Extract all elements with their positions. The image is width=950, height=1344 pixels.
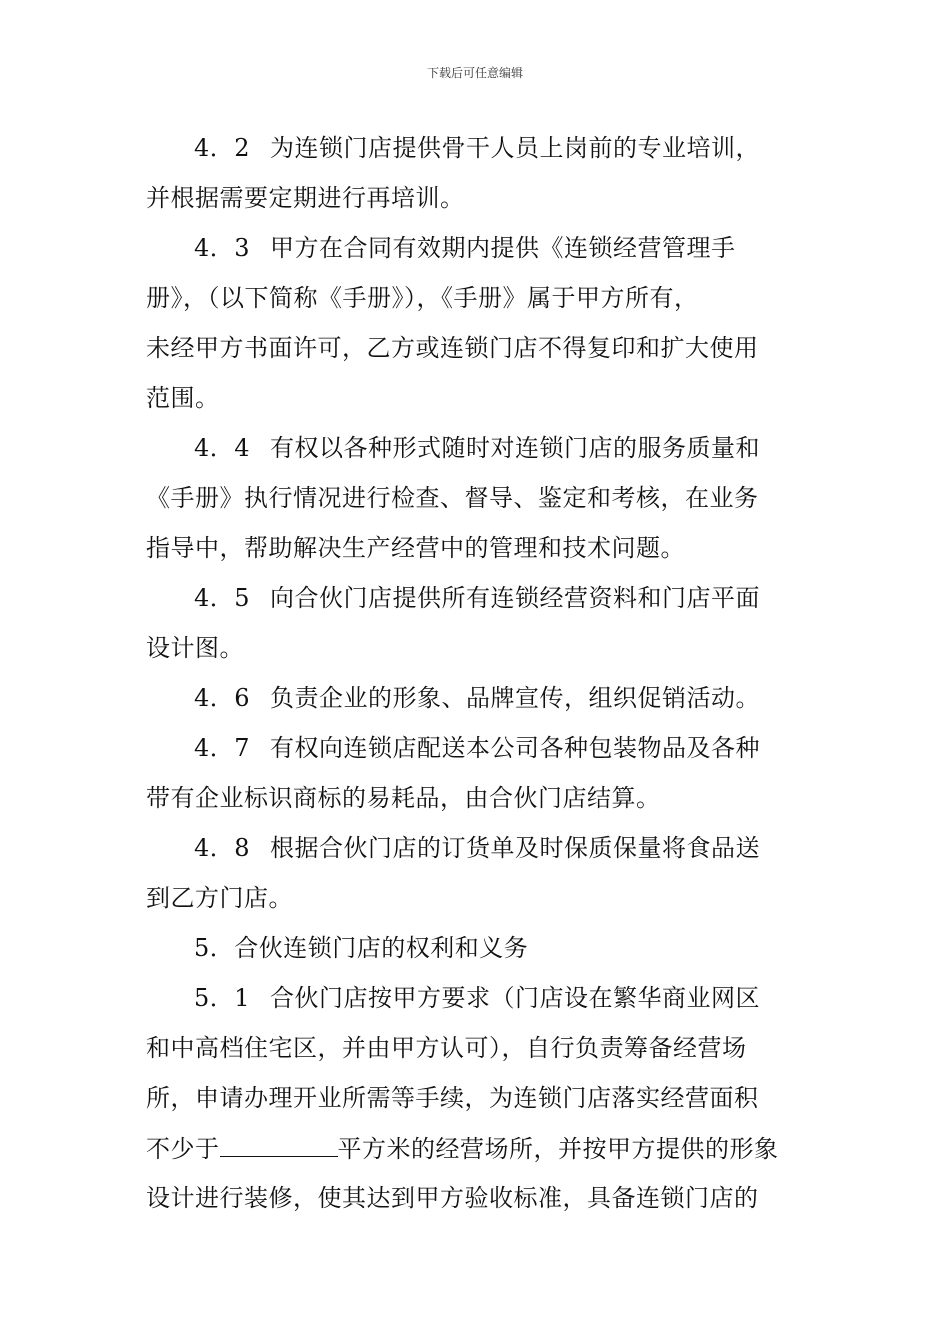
clause-4-2-line-1 bbox=[194, 132, 760, 164]
clause-4-6-line-1 bbox=[194, 682, 760, 714]
clause-4-7-line-1 bbox=[194, 732, 760, 764]
clause-number: 4．3 bbox=[194, 234, 251, 262]
clause-5-1-line-3: 所，申请办理开业所需等手续，为连锁门店落实经营面积 bbox=[146, 1084, 759, 1112]
clause-4-5-line-1 bbox=[194, 582, 760, 614]
clause-4-4-line-2: 《手册》执行情况进行检查、督导、鉴定和考核，在业务 bbox=[146, 484, 759, 512]
clause-4-8-line-1 bbox=[194, 832, 760, 864]
clause-4-4-line-3: 指导中，帮助解决生产经营中的管理和技术问题。 bbox=[146, 534, 685, 562]
section-5-heading: 5．合伙连锁门店的权利和义务 bbox=[194, 934, 529, 962]
clause-text-after-blank: 平方米的经营场所，并按甲方提供的形象 bbox=[337, 1135, 779, 1163]
clause-number: 4．7 bbox=[194, 734, 251, 762]
clause-4-3-line-1 bbox=[194, 232, 736, 264]
clause-text-before-blank: 不少于 bbox=[146, 1135, 220, 1163]
clause-text: 有权以各种形式随时对连锁门店的服务质量和 bbox=[270, 434, 760, 462]
clause-text: 负责企业的形象、品牌宣传，组织促销活动。 bbox=[270, 684, 760, 712]
clause-number: 4．6 bbox=[194, 684, 251, 712]
clause-number: 4．8 bbox=[194, 834, 251, 862]
clause-text: 向合伙门店提供所有连锁经营资料和门店平面 bbox=[270, 584, 760, 612]
clause-text: 甲方在合同有效期内提供《连锁经营管理手 bbox=[270, 234, 736, 262]
clause-5-1-line-5: 设计进行装修，使其达到甲方验收标准，具备连锁门店的 bbox=[146, 1184, 759, 1212]
clause-4-5-line-2: 设计图。 bbox=[146, 634, 244, 662]
clause-5-1-line-2: 和中高档住宅区，并由甲方认可），自行负责筹备经营场 bbox=[146, 1034, 747, 1062]
clause-number: 4．5 bbox=[194, 584, 251, 612]
clause-5-1-line-4 bbox=[146, 1132, 779, 1165]
clause-4-3-line-4: 范围。 bbox=[146, 384, 220, 412]
clause-5-1-line-1 bbox=[194, 982, 760, 1014]
clause-4-3-line-3: 未经甲方书面许可，乙方或连锁门店不得复印和扩大使用 bbox=[146, 334, 759, 362]
clause-number: 5．1 bbox=[194, 984, 251, 1012]
area-fill-in-blank bbox=[220, 1132, 338, 1157]
clause-text: 合伙门店按甲方要求（门店设在繁华商业网区 bbox=[270, 984, 760, 1012]
clause-text: 为连锁门店提供骨干人员上岗前的专业培训， bbox=[270, 134, 760, 162]
clause-number: 4．2 bbox=[194, 134, 251, 162]
clause-4-4-line-1 bbox=[194, 432, 760, 464]
clause-4-2-line-2: 并根据需要定期进行再培训。 bbox=[146, 184, 465, 212]
clause-text: 根据合伙门店的订货单及时保质保量将食品送 bbox=[270, 834, 760, 862]
page-header-note: 下载后可任意编辑 bbox=[426, 66, 523, 80]
clause-4-7-line-2: 带有企业标识商标的易耗品，由合伙门店结算。 bbox=[146, 784, 661, 812]
clause-text: 有权向连锁店配送本公司各种包装物品及各种 bbox=[270, 734, 760, 762]
clause-4-3-line-2: 册》，（以下简称《手册》），《手册》属于甲方所有， bbox=[146, 284, 699, 312]
clause-4-8-line-2: 到乙方门店。 bbox=[146, 884, 293, 912]
clause-number: 4．4 bbox=[194, 434, 251, 462]
